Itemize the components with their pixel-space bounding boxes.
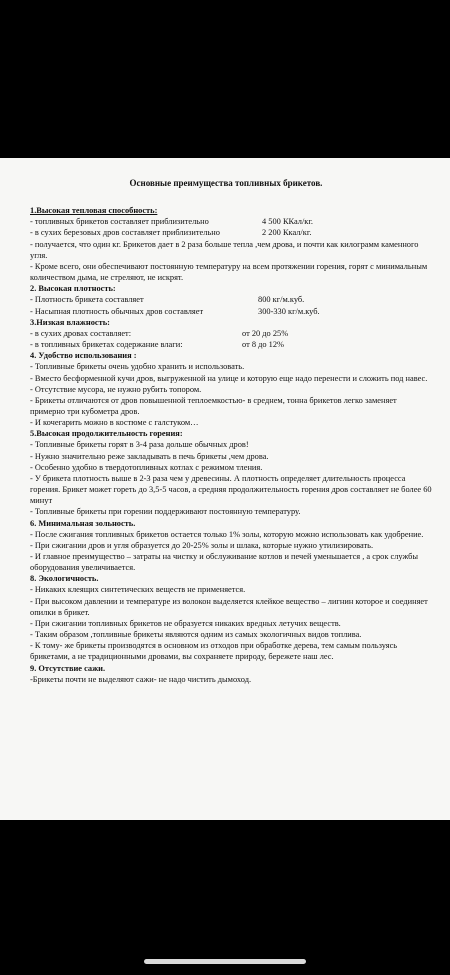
- paragraph: - Вместо бесформенной кучи дров, выгруженной на улице и которую еще надо перенести и сложить под навес.: [30, 373, 428, 383]
- paragraph: - Нужно значительно реже закладывать в печь брикеты ,чем дрова.: [30, 451, 269, 461]
- section-ecology: [30, 573, 432, 662]
- section-heading: 5.Высокая продолжительность горения:: [30, 429, 183, 439]
- document-title: Основные преимущества топливных брикетов.: [129, 178, 323, 188]
- row-label: - в сухих березовых дров составляет приблизительно: [30, 228, 220, 238]
- paragraph: - Топливные брикеты очень удобно хранить и использовать.: [30, 362, 245, 372]
- row-value: 800 кг/м.куб.: [258, 295, 305, 305]
- paragraph: - Отсутствие мусора, не нужно рубить топором.: [30, 384, 202, 394]
- value-row: [30, 294, 432, 305]
- section-heading: 9. Отсутствие сажи.: [30, 663, 106, 673]
- section-density: [30, 283, 432, 316]
- paragraph: - получается, что один кг. Брикетов дает в 2 раза больше тепла ,чем дрова, и почти как килограмм каменного угля.: [30, 239, 419, 260]
- section-heading: 8. Экологичность.: [30, 574, 99, 584]
- paragraph: - И главное преимущество – затраты на чистку и обслуживание котлов и печей уменьшается , а срок службы оборудования увеличивается.: [30, 552, 419, 573]
- row-label: - топливных брикетов составляет приблизительно: [30, 217, 209, 227]
- value-row: [30, 306, 432, 317]
- paragraph: - При высоком давлении и температуре из волокон выделяется клейкое вещество – лигнин которое и соединяет опилки в брикет.: [30, 596, 428, 617]
- value-row: [30, 328, 432, 339]
- row-value: 4 500 ККал/кг.: [262, 217, 313, 227]
- row-label: - Плотность брикета составляет: [30, 295, 144, 305]
- paragraph: - Брикеты отличаются от дров повышенной теплоемкостью- в среднем, тонна брикетов легко заменяет примерно три кубометра дров.: [30, 395, 397, 416]
- section-heading: 1.Высокая тепловая способность:: [30, 206, 158, 216]
- document-page: [0, 158, 450, 820]
- row-label: - в сухих дровах составляет:: [30, 328, 132, 338]
- paragraph: - Таким образом ,топливные брикеты являются одним из самых экологичных видов топлива.: [30, 630, 362, 640]
- paragraph: - При сжигании топливных брикетов не образуется никаких вредных летучих веществ.: [30, 618, 341, 628]
- section-burn-duration: [30, 428, 432, 517]
- value-row: [30, 216, 432, 227]
- paragraph: - У брикета плотность выше в 2-3 раза чем у древесины. А плотность определяет длительность процесса горения. Брикет может гореть до 3,5-5 часов, а средняя продолжительность горения дров составляет не более 60 минут: [30, 473, 432, 506]
- paragraph: - После сжигания топливных брикетов остается только 1% золы, которую можно использовать как удобрение.: [30, 529, 424, 539]
- section-humidity: [30, 317, 432, 350]
- section-heading: 6. Минимальная зольность.: [30, 518, 136, 528]
- row-label: - Насыпная плотность обычных дров составляет: [30, 306, 204, 316]
- value-row: [30, 227, 432, 238]
- section-convenience: [30, 350, 432, 428]
- value-row: [30, 339, 432, 350]
- paragraph: - И кочегарить можно в костюме с галстуком…: [30, 418, 199, 428]
- section-heading: 3.Низкая влажность:: [30, 317, 110, 327]
- paragraph: -Брикеты почти не выделяют сажи- не надо чистить дымоход.: [30, 674, 252, 684]
- paragraph: - Топливные брикеты горят в 3-4 раза дольше обычных дров!: [30, 440, 249, 450]
- paragraph: - К тому- же брикеты производятся в основном из отходов при обработке дерева, тем самым пользуясь брикетами, а не традиционными дровами, вы сохраняете природу, бережете наш лес.: [30, 641, 398, 662]
- paragraph: - При сжигании дров и угля образуется до 20-25% золы и шлака, которые нужно утилизировать.: [30, 540, 374, 550]
- paragraph: - Никаких клеящих синтетических веществ не применяется.: [30, 585, 246, 595]
- section-heading: 4. Удобство использования :: [30, 351, 137, 361]
- home-indicator[interactable]: [144, 959, 306, 964]
- section-soot: [30, 663, 432, 685]
- paragraph: - Особенно удобно в твердотопливных котлах с режимом тления.: [30, 462, 263, 472]
- paragraph: - Кроме всего, они обеспечивают постоянную температуру на всем протяжении горения, горят с минимальным количеством дыма, не стреляют, не искрят.: [30, 261, 428, 283]
- row-label: - в топливных брикетах содержание влаги:: [30, 340, 183, 350]
- row-value: от 20 до 25%: [242, 328, 289, 338]
- section-heat-capacity: [30, 205, 432, 283]
- row-value: 300-330 кг/м.куб.: [258, 306, 320, 316]
- row-value: 2 200 Ккал/кг.: [262, 228, 312, 238]
- row-value: от 8 до 12%: [242, 340, 285, 350]
- paragraph: - Топливные брикеты при горении поддерживают постоянную температуру.: [30, 507, 301, 517]
- section-ash: [30, 518, 432, 574]
- section-heading: 2. Высокая плотность:: [30, 284, 116, 294]
